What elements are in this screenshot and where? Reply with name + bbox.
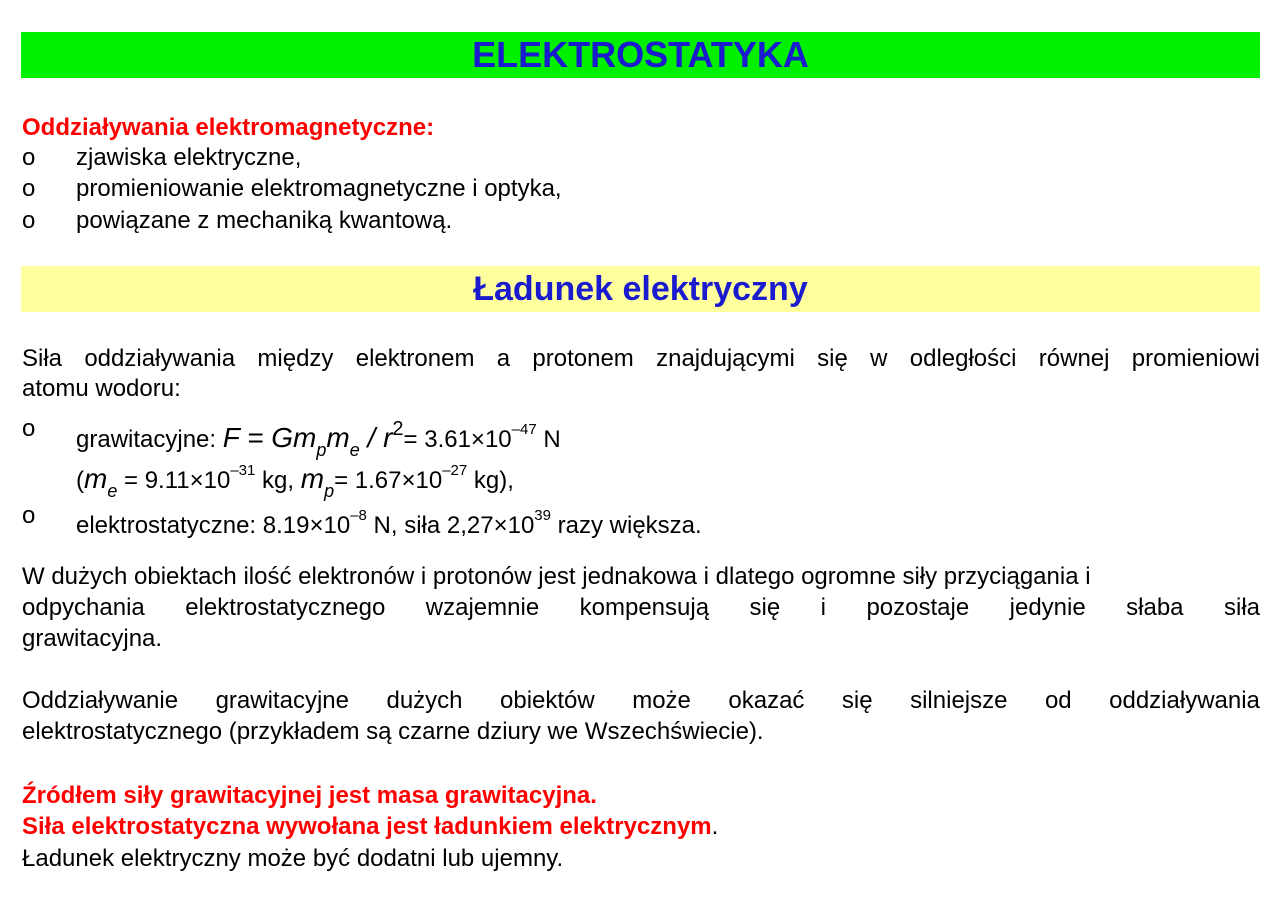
intro-line-1	[22, 344, 1260, 374]
formula-symbol: m	[84, 463, 108, 494]
word: wzajemnie	[425, 594, 540, 621]
emphasis-line-2	[22, 812, 1260, 842]
word: oddziaływania	[1109, 687, 1260, 714]
formula-exponent: –8	[350, 507, 367, 524]
word: może	[632, 687, 691, 714]
section2-title: Ładunek elektryczny	[473, 269, 808, 308]
formula-symbol: Gm	[271, 422, 317, 453]
word: grawitacyjne	[215, 687, 349, 714]
paren: (	[76, 467, 84, 494]
formula-exponent: –27	[442, 462, 468, 479]
electrostatic-text	[76, 501, 702, 541]
text-part: N, siła 2,27×10	[366, 512, 535, 539]
formula-superscript: 2	[392, 418, 404, 440]
word: i	[820, 594, 826, 621]
word: promieniowi	[1131, 345, 1260, 372]
word: się	[841, 687, 873, 714]
word: silniejsze	[910, 687, 1008, 714]
formula-symbol: /	[359, 422, 384, 453]
title-banner	[21, 32, 1260, 78]
formula-symbol: r	[383, 422, 393, 453]
formula-symbol: m	[326, 422, 350, 453]
formula-value: = 3.61×10	[403, 426, 512, 453]
word: protonem	[532, 345, 634, 372]
word: obiektów	[500, 687, 595, 714]
page-title: ELEKTROSTATYKA	[472, 34, 809, 75]
mass-values	[76, 456, 514, 506]
emphasis-line-1: Źródłem siły grawitacyjnej jest masa grawitacyjna.	[22, 782, 597, 809]
word: okazać	[728, 687, 805, 714]
word: Siła	[22, 345, 63, 372]
word: znajdującymi	[656, 345, 795, 372]
formula-symbol: F	[222, 422, 240, 453]
word: od	[1044, 687, 1072, 714]
para1-line-2	[22, 593, 1260, 623]
word: kompensują	[579, 594, 710, 621]
formula-unit: kg,	[255, 467, 301, 494]
bullet-icon: o	[22, 144, 36, 171]
para1-line-3: grawitacyjna.	[22, 625, 163, 652]
formula-unit: kg),	[467, 467, 514, 494]
formula-subscript: p	[324, 481, 335, 501]
word: Oddziaływanie	[22, 687, 179, 714]
word: jedynie	[1009, 594, 1086, 621]
text-part: elektrostatyczne: 8.19×10	[76, 512, 351, 539]
word: między	[257, 345, 334, 372]
formula-subscript: e	[349, 440, 360, 460]
formula-label: grawitacyjne:	[76, 426, 217, 453]
formula-value: = 1.67×10	[334, 467, 443, 494]
list-item-text: promieniowanie elektromagnetyczne i optyka,	[76, 175, 562, 202]
bullet-icon: o	[22, 415, 36, 442]
intro-line-2: atomu wodoru:	[22, 375, 181, 402]
para1-line-1: W dużych obiektach ilość elektronów i protonów jest jednakowa i dlatego ogromne siły przyciągania i	[22, 563, 1091, 590]
formula-unit: N	[536, 426, 561, 453]
bullet-icon: o	[22, 502, 36, 529]
final-line: Ładunek elektryczny może być dodatni lub ujemny.	[22, 845, 564, 872]
word: słaba	[1126, 594, 1184, 621]
word: elektronem	[355, 345, 475, 372]
para2-line-1	[22, 686, 1260, 716]
text-part: razy większa.	[550, 512, 702, 539]
word: w	[870, 345, 888, 372]
section2-banner	[21, 266, 1260, 312]
formula-exponent: –47	[511, 421, 537, 438]
word: dużych	[386, 687, 463, 714]
period: .	[711, 813, 719, 840]
word: elektrostatycznego	[185, 594, 386, 621]
word: siła	[1223, 594, 1260, 621]
bullet-icon: o	[22, 175, 36, 202]
word: pozostaje	[866, 594, 970, 621]
formula-value: = 9.11×10	[117, 467, 231, 494]
formula-exponent: –31	[230, 462, 256, 479]
word: a	[496, 345, 511, 372]
bullet-icon: o	[22, 207, 36, 234]
list-item-text: zjawiska elektryczne,	[76, 144, 302, 171]
word: oddziaływania	[84, 345, 236, 372]
list-item-text: powiązane z mechaniką kwantową.	[76, 207, 453, 234]
formula-symbol: m	[300, 463, 325, 494]
word: odpychania	[22, 594, 145, 621]
para2-line-2: elektrostatycznego (przykładem są czarne dziury we Wszechświecie).	[22, 718, 764, 745]
word: odległości	[909, 345, 1017, 372]
word: się	[749, 594, 781, 621]
formula-subscript: p	[316, 440, 327, 460]
section1-heading: Oddziaływania elektromagnetyczne:	[22, 114, 435, 141]
formula-subscript: e	[107, 481, 118, 501]
formula-exponent: 39	[534, 507, 551, 524]
word: się	[817, 345, 848, 372]
word: równej	[1038, 345, 1110, 372]
formula-symbol: =	[239, 422, 272, 453]
emphasis-text: Siła elektrostatyczna wywołana jest ładunkiem elektrycznym	[22, 813, 712, 840]
